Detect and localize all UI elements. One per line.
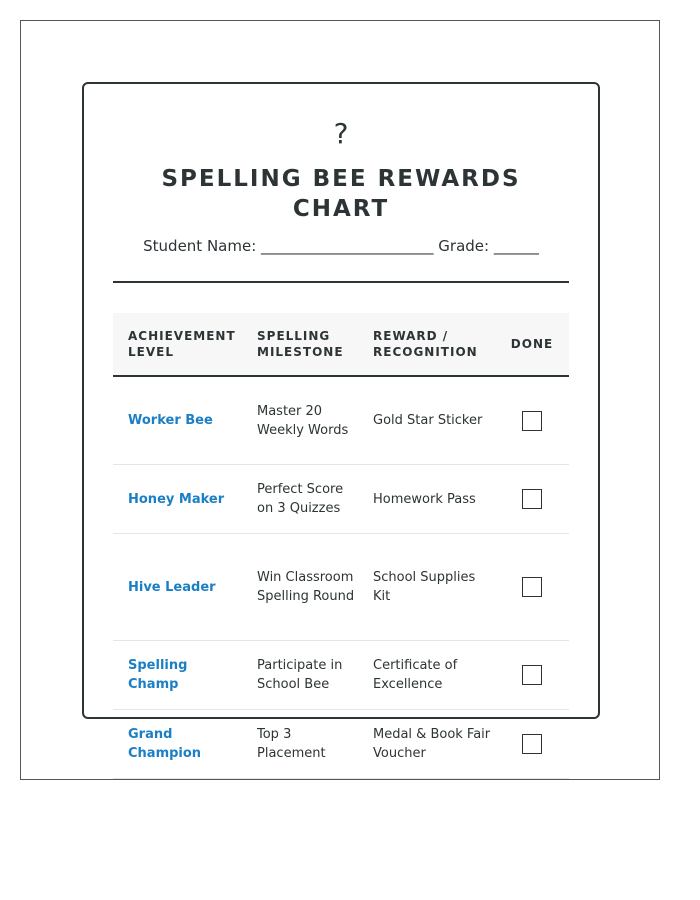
spelling-milestone: Master 20 Weekly Words — [242, 376, 358, 465]
reward: School Supplies Kit — [358, 534, 495, 641]
spelling-milestone: Perfect Score on 3 Quizzes — [242, 465, 358, 534]
table-header-row — [113, 313, 569, 376]
spelling-milestone: Top 3 Placement — [242, 710, 358, 779]
table-row — [113, 641, 569, 710]
divider — [113, 281, 569, 283]
done-cell — [495, 376, 569, 465]
achievement-level: Worker Bee — [113, 376, 242, 465]
reward: Certificate of Excellence — [358, 641, 495, 710]
rewards-chart — [113, 112, 569, 779]
table-row — [113, 465, 569, 534]
column-header-done: DONE — [495, 313, 569, 376]
table-row — [113, 710, 569, 779]
spelling-milestone: Win Classroom Spelling Round — [242, 534, 358, 641]
done-cell — [495, 641, 569, 710]
table-row — [113, 376, 569, 465]
done-cell — [495, 534, 569, 641]
column-header-achievement-level: ACHIEVEMENT LEVEL — [113, 313, 242, 376]
student-info-line: Student Name: _______________________ Grade: ______ — [143, 237, 539, 255]
reward: Gold Star Sticker — [358, 376, 495, 465]
done-checkbox[interactable] — [522, 734, 542, 754]
column-header-reward: REWARD / RECOGNITION — [358, 313, 495, 376]
done-cell — [495, 465, 569, 534]
done-cell — [495, 710, 569, 779]
column-header-spelling-milestone: SPELLING MILESTONE — [242, 313, 358, 376]
done-checkbox[interactable] — [522, 489, 542, 509]
done-checkbox[interactable] — [522, 411, 542, 431]
done-checkbox[interactable] — [522, 665, 542, 685]
table-row — [113, 534, 569, 641]
achievement-level: Spelling Champ — [113, 641, 242, 710]
spelling-milestone: Participate in School Bee — [242, 641, 358, 710]
rewards-table — [113, 313, 569, 779]
achievement-level: Grand Champion — [113, 710, 242, 779]
achievement-level: Honey Maker — [113, 465, 242, 534]
reward: Medal & Book Fair Voucher — [358, 710, 495, 779]
bee-icon: ? — [333, 117, 349, 150]
page-title: SPELLING BEE REWARDS CHART — [161, 166, 521, 222]
achievement-level: Hive Leader — [113, 534, 242, 641]
reward: Homework Pass — [358, 465, 495, 534]
done-checkbox[interactable] — [522, 577, 542, 597]
